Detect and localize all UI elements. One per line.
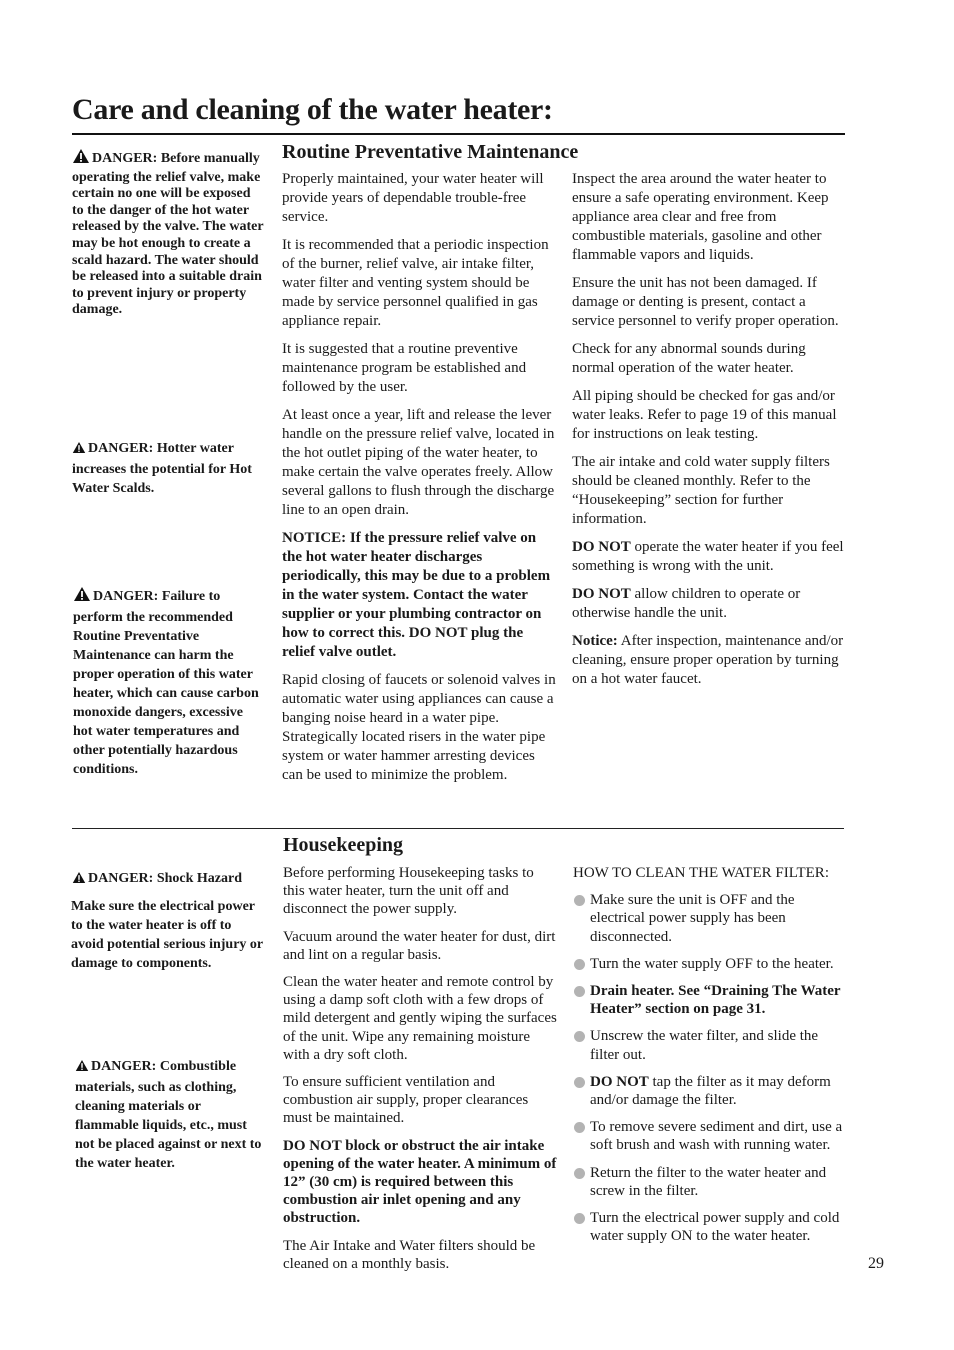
warning-triangle-icon bbox=[72, 148, 90, 170]
text: tap the filter as it may deform and/or damage the filter. bbox=[590, 1073, 831, 1109]
text: Make sure the unit is OFF and the electrical power supply has been disconnected. bbox=[590, 892, 795, 945]
paragraph: It is recommended that a periodic inspection of the burner, relief valve, air intake filter, water filter and venting system should be made by service personnel qualified in gas appliance repair. bbox=[282, 237, 549, 329]
danger-text: DANGER: Shock Hazard bbox=[88, 871, 243, 886]
bullet-icon bbox=[574, 986, 585, 997]
section-heading-housekeeping: Housekeeping bbox=[283, 834, 404, 856]
list-item bbox=[573, 1073, 845, 1109]
paragraph: It is suggested that a routine preventive maintenance program be established and followed by the user. bbox=[282, 341, 527, 395]
lead: Notice: bbox=[572, 633, 618, 649]
list-item bbox=[573, 891, 845, 946]
section-heading-routine: Routine Preventative Maintenance bbox=[282, 141, 579, 163]
text: Ensure the unit has not been damaged. If damage or denting is present, contact a service personnel to verify proper operation. bbox=[572, 275, 839, 329]
paragraph bbox=[572, 453, 844, 529]
paragraph bbox=[572, 538, 844, 576]
text: Check for any abnormal sounds during normal operation of the water heater. bbox=[572, 341, 806, 376]
paragraph: Rapid closing of faucets or solenoid valves in automatic water using appliances can cause a banging noise heard in a water pipe. Strategically located risers in the water pipe system or water hammer arresting devices can be used to minimize the problem. bbox=[282, 672, 556, 783]
list-item bbox=[573, 1027, 845, 1063]
filter-cleaning-steps bbox=[573, 864, 845, 1254]
text: All piping should be checked for gas and/or water leaks. Refer to page 19 of this manual for instructions on leak testing. bbox=[572, 388, 837, 442]
routine-left-column bbox=[282, 170, 558, 794]
routine-right-column bbox=[572, 170, 844, 698]
text: To remove severe sediment and dirt, use a soft brush and wash with running water. bbox=[590, 1119, 843, 1154]
clearance-paragraph: DO NOT block or obstruct the air intake opening of the water heater. A minimum of 12” (30 cm) is required between this combustion air inlet opening and any obstruction. bbox=[283, 1137, 557, 1227]
filter-title: HOW TO CLEAN THE WATER FILTER: bbox=[573, 865, 829, 881]
paragraph bbox=[572, 585, 844, 623]
paragraph: Clean the water heater and remote control by using a damp soft cloth with a few drops of mild detergent and gently wiping the surfaces of the unit. Wipe any remaining moisture with a dry soft cloth. bbox=[283, 974, 557, 1063]
paragraph: Before performing Housekeeping tasks to this water heater, turn the unit off and disconnect the power supply. bbox=[283, 865, 534, 918]
text: Turn the electrical power supply and cold water supply ON to the water heater. bbox=[590, 1210, 840, 1245]
list-item bbox=[573, 955, 845, 973]
notice-paragraph: NOTICE: If the pressure relief valve on the hot water heater discharges periodically, this may be due to a problem in the water system. Contact the water supplier or your plumbing contractor on how to correct this. DO NOT plug the relief valve outlet. bbox=[282, 530, 551, 660]
danger-combustible bbox=[75, 1057, 267, 1173]
danger-relief-valve bbox=[72, 148, 264, 319]
text: Return the filter to the water heater and screw in the filter. bbox=[590, 1164, 827, 1199]
shock-hazard-detail: Make sure the electrical power to the water heater is off to avoid potential serious injury or damage to components. bbox=[71, 899, 263, 971]
warning-triangle-icon bbox=[73, 586, 91, 608]
bullet-icon bbox=[574, 895, 585, 906]
text: allow children to operate or otherwise handle the unit. bbox=[572, 586, 801, 621]
paragraph bbox=[572, 274, 844, 331]
text: The air intake and cold water supply filters should be cleaned monthly. Refer to the “Housekeeping” section for further information. bbox=[572, 454, 830, 527]
text: operate the water heater if you feel something is wrong with the unit. bbox=[572, 539, 844, 574]
bullet-icon bbox=[574, 1031, 585, 1042]
danger-shock-hazard bbox=[72, 869, 268, 890]
danger-maintenance bbox=[73, 586, 265, 779]
lead: DO NOT bbox=[590, 1073, 649, 1090]
paragraph: Vacuum around the water heater for dust, dirt and lint on a regular basis. bbox=[283, 928, 556, 963]
lead: DO NOT bbox=[572, 539, 631, 555]
warning-triangle-icon bbox=[72, 441, 86, 460]
lead: Drain heater. See “Draining The Water Heater” section on page 31. bbox=[590, 983, 841, 1018]
text: Turn the water supply OFF to the heater. bbox=[590, 955, 834, 972]
bullet-icon bbox=[574, 959, 585, 970]
danger-text: DANGER: Combustible materials, such as clothing, cleaning materials or flammable liquids, etc., must not be placed against or next to the water heater. bbox=[75, 1059, 262, 1171]
list-item bbox=[573, 1164, 845, 1200]
paragraph: The Air Intake and Water filters should be cleaned on a monthly basis. bbox=[283, 1237, 536, 1272]
paragraph bbox=[572, 387, 844, 444]
danger-hotter-water bbox=[72, 439, 264, 498]
list-item bbox=[573, 982, 845, 1018]
housekeeping-left-column bbox=[283, 864, 557, 1282]
paragraph: Properly maintained, your water heater will provide years of dependable trouble-free service. bbox=[282, 171, 544, 225]
bullet-icon bbox=[574, 1213, 585, 1224]
paragraph: To ensure sufficient ventilation and combustion air supply, proper clearances must be maintained. bbox=[283, 1074, 529, 1127]
paragraph bbox=[572, 170, 844, 265]
list-item bbox=[573, 1118, 845, 1154]
bullet-icon bbox=[574, 1168, 585, 1179]
danger-text: DANGER: Failure to perform the recommended Routine Preventative Maintenance can harm the proper operation of this water heater, which can cause carbon monoxide dangers, excessive hot water temperatures and other potentially hazardous conditions. bbox=[73, 589, 259, 777]
warning-triangle-icon bbox=[75, 1059, 89, 1078]
paragraph bbox=[572, 632, 844, 689]
page-title: Care and cleaning of the water heater: bbox=[72, 93, 553, 126]
paragraph bbox=[572, 340, 844, 378]
bullet-icon bbox=[574, 1077, 585, 1088]
text: Inspect the area around the water heater to ensure a safe operating environment. Keep appliance area clear and free from combustible materials, gasoline and other flammable vapors and liquids. bbox=[572, 171, 829, 263]
list-item bbox=[573, 1209, 845, 1245]
page-number: 29 bbox=[868, 1255, 884, 1272]
lead: DO NOT bbox=[572, 586, 631, 602]
text: After inspection, maintenance and/or cleaning, ensure proper operation by turning on a hot water faucet. bbox=[572, 633, 844, 687]
title-divider bbox=[72, 133, 845, 135]
danger-text: DANGER: Hotter water increases the potential for Hot Water Scalds. bbox=[72, 441, 252, 496]
danger-text: DANGER: Before manually operating the relief valve, make certain no one will be exposed to the danger of the hot water released by the valve. The water may be hot enough to create a scald hazard. The water should be released into a suitable drain to prevent injury or property damage. bbox=[72, 151, 264, 318]
text: Unscrew the water filter, and slide the filter out. bbox=[590, 1028, 819, 1063]
paragraph: At least once a year, lift and release the lever handle on the pressure relief valve, located in the hot outlet piping of the water heater, to make certain the valve operates freely. Allow several gallons to flush through the discharge line to an open drain. bbox=[282, 407, 555, 518]
warning-triangle-icon bbox=[72, 871, 86, 890]
section-divider bbox=[72, 828, 844, 829]
bullet-icon bbox=[574, 1122, 585, 1133]
